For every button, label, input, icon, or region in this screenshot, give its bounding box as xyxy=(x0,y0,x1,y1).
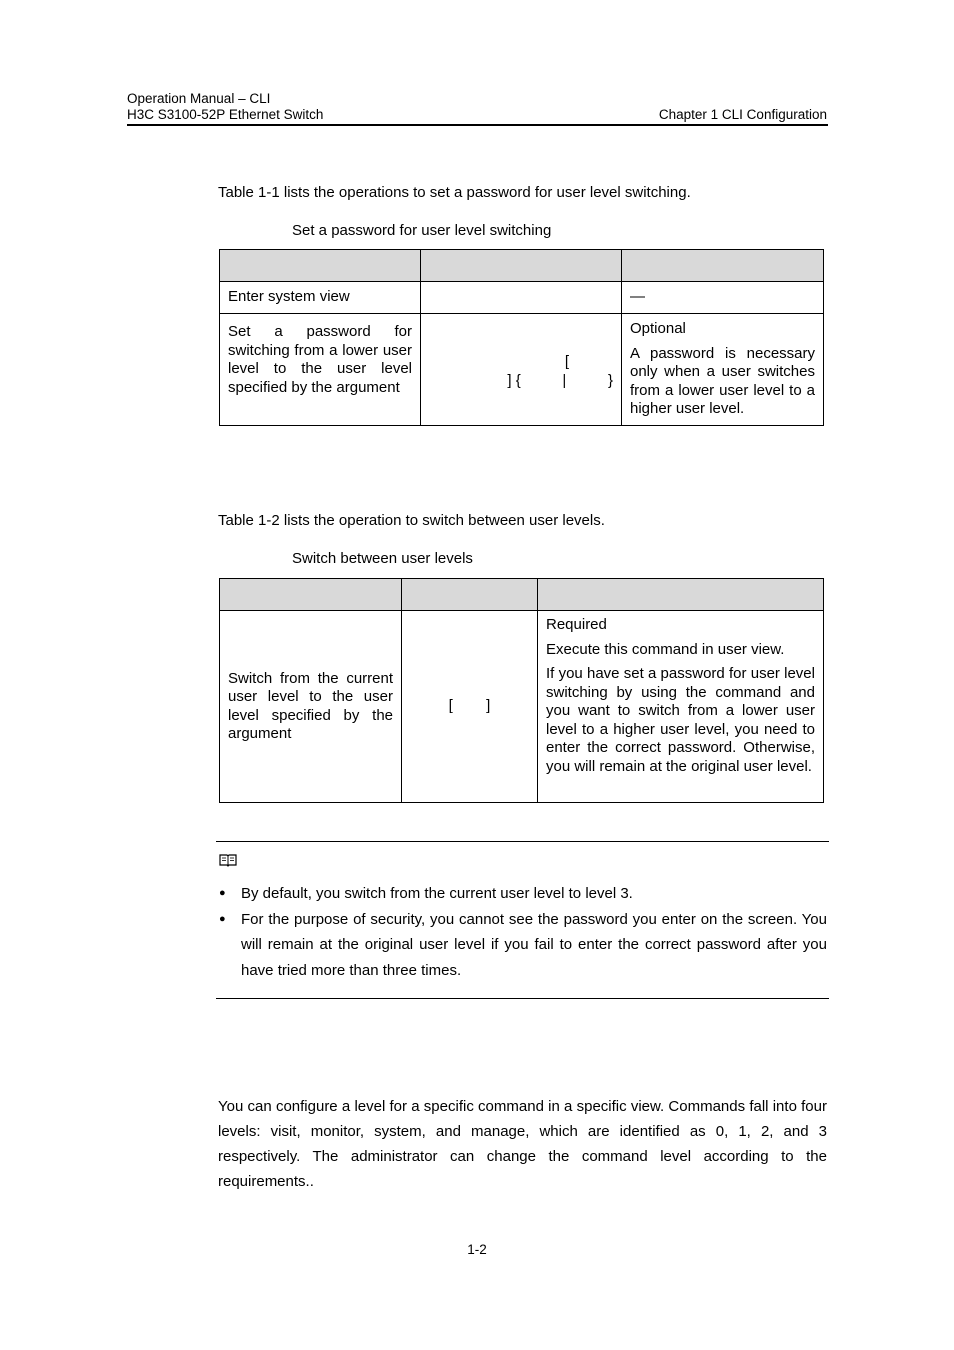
description-line: Required xyxy=(546,616,607,633)
header-cell-description xyxy=(538,579,824,611)
command-cell xyxy=(421,314,622,426)
table1-caption: Set a password for user level switching xyxy=(292,222,552,239)
table1-intro: Table 1-1 lists the operations to set a password for user level switching. xyxy=(218,184,691,201)
description-cell xyxy=(622,314,824,426)
list-item: ● By default, you switch from the current user level to level 3. xyxy=(219,881,827,907)
table-row xyxy=(220,314,824,426)
header-cell-operation xyxy=(220,250,421,282)
table-row xyxy=(220,282,824,314)
table2-caption: Switch between user levels xyxy=(292,550,473,567)
command-level-paragraph: You can configure a level for a specific command in a specific view. Commands fall into four levels: visit, monitor, system, and manage, which are identified as 0, 1, 2, and 3 respectively. The administrator can change the command level according to the requirements.. xyxy=(218,1098,827,1190)
command-line: [ xyxy=(564,353,569,370)
command-cell: [ ] xyxy=(402,611,538,803)
operation-cell: Switch from the current user level to the user level specified by the argument xyxy=(220,611,402,803)
note-bullet-list xyxy=(219,881,827,983)
page-number: 1-2 xyxy=(467,1242,487,1257)
description-line: Execute this command in user view. xyxy=(546,640,785,658)
table-header-row xyxy=(220,250,824,282)
header-cell-operation xyxy=(220,579,402,611)
bullet-icon: ● xyxy=(219,912,226,925)
command-cell xyxy=(421,282,622,314)
operation-cell: Set a password for switching from a lower user level to the user level specified by the argument xyxy=(220,314,421,426)
switch-level-table xyxy=(219,578,824,803)
description-line: A password is necessary only when a user switches from a lower user level to a higher user level. xyxy=(630,344,815,417)
header-cell-command xyxy=(402,579,538,611)
note-bottom-rule xyxy=(216,998,829,999)
description-line: If you have set a password for user level switching by using the command and you want to switch from a lower user level to a higher user level, you need to enter the correct password. Otherwise, you will remain at the original user level. xyxy=(546,665,815,775)
table-header-row xyxy=(220,579,824,611)
description-cell xyxy=(538,611,824,803)
note-top-rule xyxy=(216,841,829,842)
header-cell-description xyxy=(622,250,824,282)
table-row xyxy=(220,611,824,803)
header-manual-title: Operation Manual – CLI xyxy=(127,91,271,106)
header-chapter-title: Chapter 1 CLI Configuration xyxy=(658,107,827,122)
list-item: ● For the purpose of security, you cannot see the password you enter on the screen. You will remain at the original user level if you fail to enter the correct password after you have tried more than three times. xyxy=(219,907,827,984)
description-line: Optional xyxy=(630,320,686,337)
description-cell: — xyxy=(622,282,824,314)
header-cell-command xyxy=(421,250,622,282)
command-line: ] { | } xyxy=(507,371,613,389)
bullet-icon: ● xyxy=(219,887,226,899)
table2-intro: Table 1-2 lists the operation to switch between user levels. xyxy=(218,512,605,529)
book-icon xyxy=(219,853,237,867)
operation-cell: Enter system view xyxy=(220,282,421,314)
header-rule xyxy=(127,124,828,126)
header-product-name: H3C S3100-52P Ethernet Switch xyxy=(127,107,324,122)
password-table xyxy=(219,249,824,426)
